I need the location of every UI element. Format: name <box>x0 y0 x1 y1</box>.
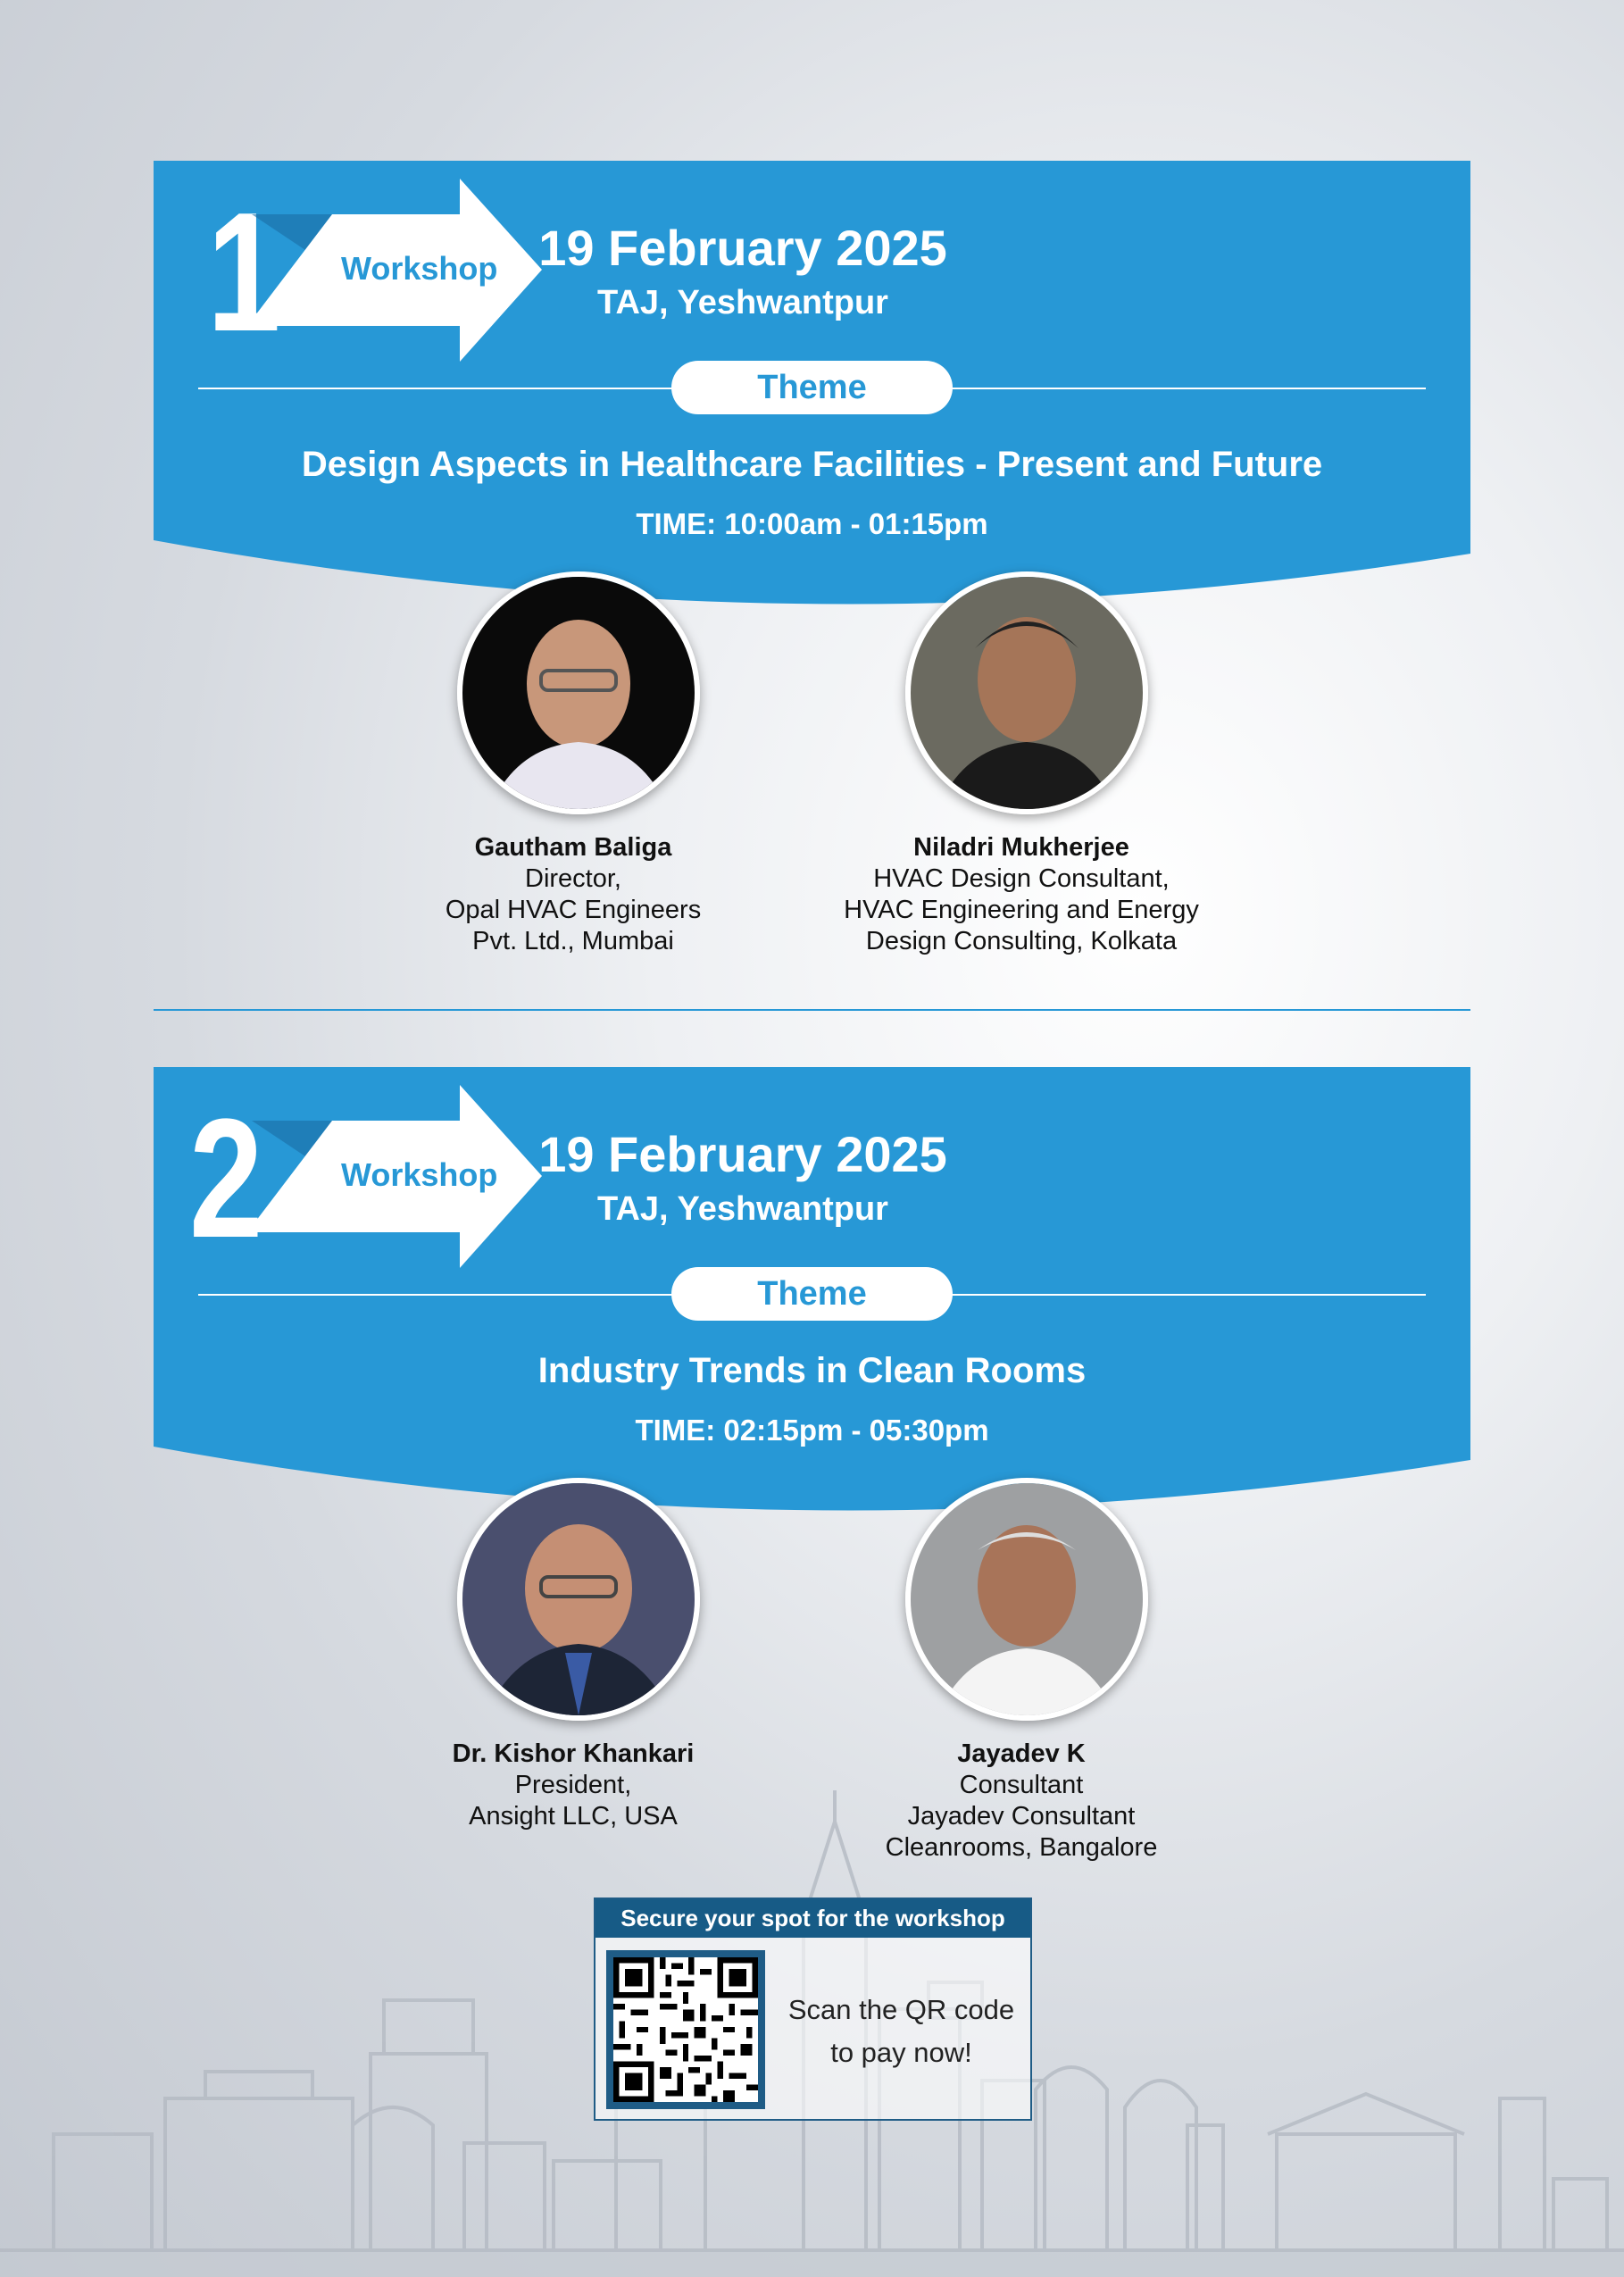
speaker-title: HVAC Design Consultant, <box>873 864 1170 893</box>
speaker-name: Niladri Mukherjee <box>913 833 1129 862</box>
speaker-org: Opal HVAC Engineers <box>445 896 702 924</box>
workshop-label: Workshop <box>341 1156 498 1193</box>
registration-box <box>594 1898 1032 2121</box>
speaker-title: Consultant <box>959 1771 1084 1799</box>
workshop-number: 1 <box>207 178 281 367</box>
registration-heading: Secure your spot for the workshop <box>595 1899 1030 1938</box>
speaker-photo-kishor-khankari <box>457 1478 700 1721</box>
workshop-number: 2 <box>189 1084 263 1273</box>
qr-instruction-line: Scan the QR code <box>787 1994 1015 2025</box>
theme-pill: Theme <box>671 361 953 414</box>
workshop-date: 19 February 2025 <box>538 220 947 276</box>
speaker-location: Cleanrooms, Bangalore <box>885 1833 1158 1862</box>
theme-pill: Theme <box>671 1267 953 1321</box>
workshop-time: TIME: 02:15pm - 05:30pm <box>635 1414 989 1447</box>
section-divider <box>154 1009 1470 1011</box>
qr-code-frame[interactable] <box>606 1950 765 2109</box>
workshop-time: TIME: 10:00am - 01:15pm <box>636 507 988 540</box>
registration-instructions <box>770 1989 1033 2074</box>
speaker-name: Dr. Kishor Khankari <box>452 1739 695 1768</box>
speaker-niladri-mukherjee <box>834 832 1209 957</box>
speaker-location: Design Consulting, Kolkata <box>865 927 1178 955</box>
theme-title: Design Aspects in Healthcare Facilities - Present and Future <box>301 445 1323 484</box>
speaker-title: Director, <box>525 864 621 893</box>
speaker-org: Ansight LLC, USA <box>469 1802 678 1831</box>
speaker-photo-jayadev-k <box>905 1478 1148 1721</box>
speaker-gautham-baliga <box>386 832 761 957</box>
speaker-org: HVAC Engineering and Energy <box>844 896 1199 924</box>
workshop-label: Workshop <box>341 250 498 287</box>
speaker-name: Gautham Baliga <box>474 833 672 862</box>
qr-instruction-line: to pay now! <box>830 2037 972 2068</box>
speaker-location: Pvt. Ltd., Mumbai <box>472 927 674 955</box>
workshop-venue: TAJ, Yeshwantpur <box>597 1190 888 1228</box>
speaker-photo-niladri-mukherjee <box>905 571 1148 814</box>
qr-code-icon[interactable] <box>613 1957 758 2102</box>
theme-title: Industry Trends in Clean Rooms <box>537 1351 1087 1390</box>
workshop-venue: TAJ, Yeshwantpur <box>597 284 888 321</box>
speaker-photo-gautham-baliga <box>457 571 700 814</box>
workshop-date: 19 February 2025 <box>538 1126 947 1182</box>
speaker-org: Jayadev Consultant <box>907 1802 1136 1831</box>
speaker-title: President, <box>514 1771 632 1799</box>
speaker-name: Jayadev K <box>957 1739 1086 1768</box>
